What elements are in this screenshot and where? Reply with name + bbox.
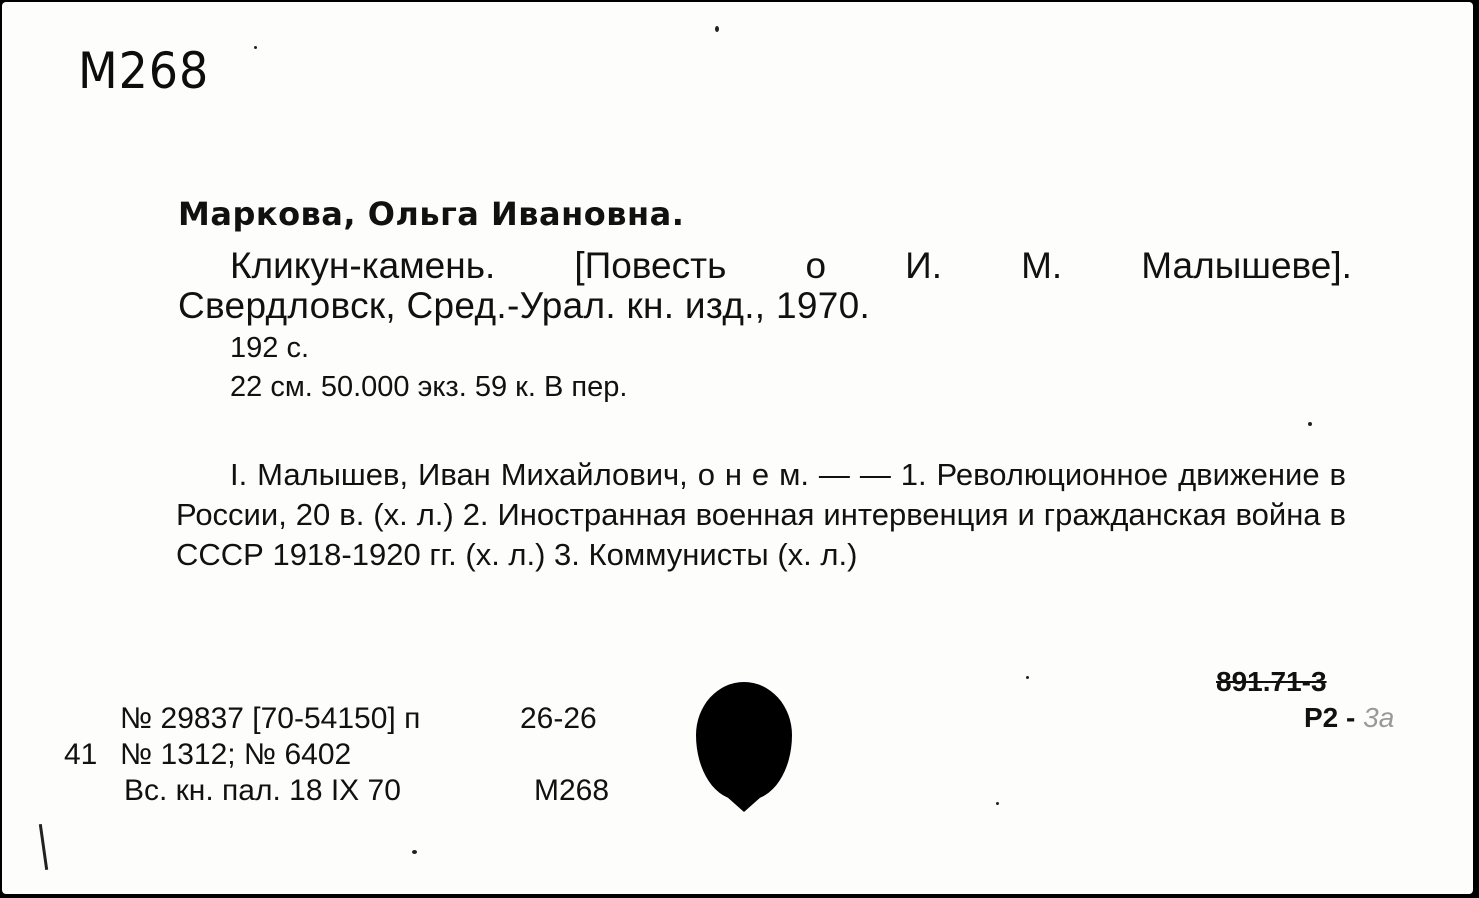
author-heading: Маркова, Ольга Ивановна. xyxy=(178,195,685,233)
title-word: И. xyxy=(905,245,942,286)
physical-description: 22 см. 50.000 экз. 59 к. В пер. xyxy=(230,371,628,403)
subject-headings xyxy=(176,455,1346,575)
handwritten-annotation: 3а xyxy=(1363,702,1395,733)
imprint: Свердловск, Сред.-Урал. кн. изд., 1970. xyxy=(178,285,871,326)
speck xyxy=(412,850,417,854)
bbk-classification xyxy=(1304,702,1394,734)
accession-secondary: № 1312; № 6402 xyxy=(120,738,352,771)
ink-blot xyxy=(696,682,792,800)
title-word: Малышеве]. xyxy=(1141,245,1352,286)
accession-prefix: 41 xyxy=(64,738,98,771)
pagination: 192 с. xyxy=(230,332,309,364)
chamber-record: Вс. кн. пал. 18 IX 70 xyxy=(124,774,401,807)
catalog-card xyxy=(2,2,1473,894)
call-number: М268 xyxy=(78,42,210,100)
speck xyxy=(254,46,257,49)
pencil-mark xyxy=(39,824,48,870)
subject-text: I. Малышев, Иван Михайлович, о н е м. — — 1. Революционное движение в России, 20 в. (х. л.) 2. Иностранная военная интервенция и гражданская война в СССР 1918-1920 гг. (х. л.) 3. Коммунисты (х. л.) xyxy=(176,457,1346,572)
speck xyxy=(1026,676,1029,679)
bbk-code: Р2 - xyxy=(1304,702,1356,733)
accession-number: № 29837 [70-54150] п xyxy=(120,702,421,735)
chamber-call-number: М268 xyxy=(534,774,610,807)
speck xyxy=(1308,422,1312,426)
title-word: Кликун-камень. xyxy=(230,245,496,286)
udc-classification: 891.71-3 xyxy=(1216,666,1327,697)
title-word: о xyxy=(805,245,827,286)
title-line xyxy=(230,245,1352,287)
speck xyxy=(996,802,999,805)
title-word: [Повесть xyxy=(574,245,727,286)
title-word: М. xyxy=(1021,245,1063,286)
speck xyxy=(715,26,719,32)
accession-code: 26-26 xyxy=(520,702,597,735)
